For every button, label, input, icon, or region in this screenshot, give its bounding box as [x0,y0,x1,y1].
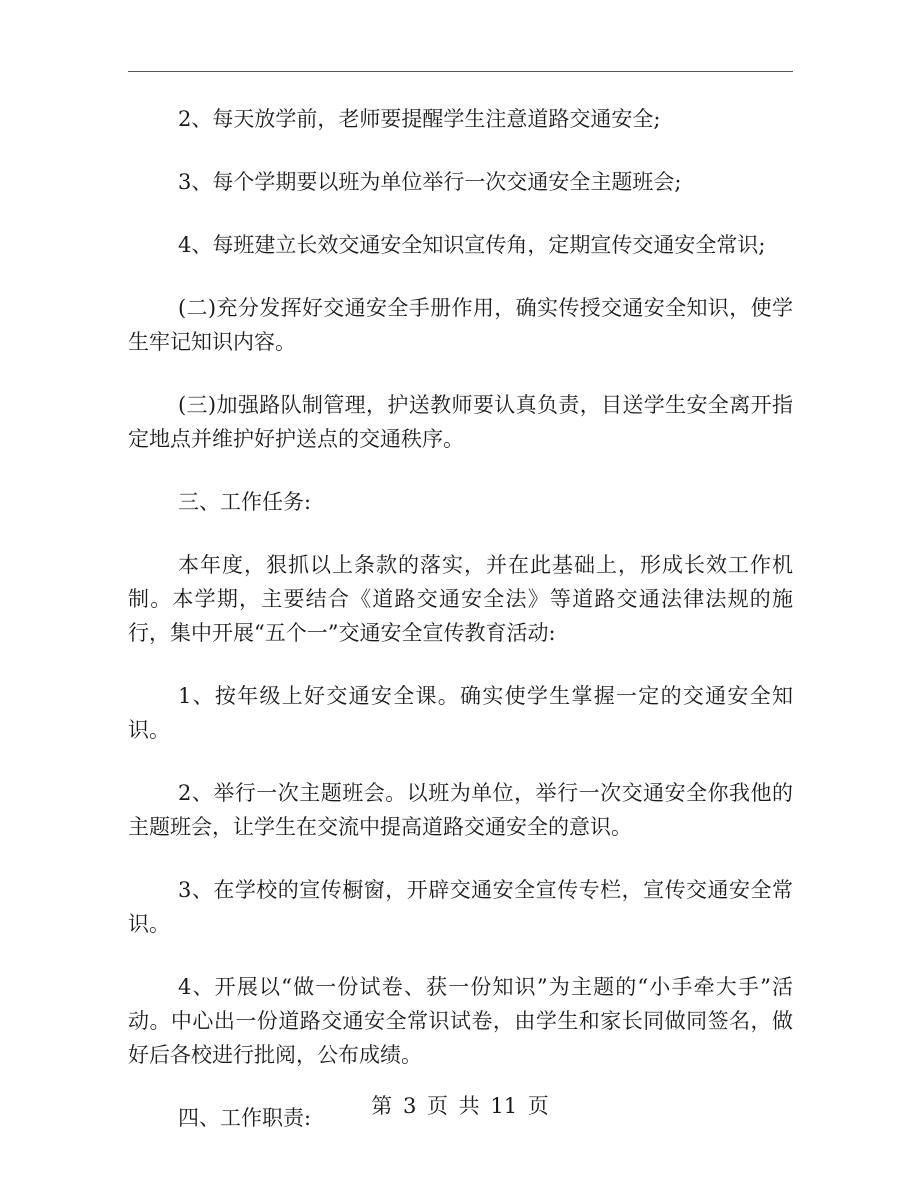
paragraph-8: 1、按年级上好交通安全课。确实使学生掌握一定的交通安全知识。 [128,684,793,742]
section-heading-4: 四、工作职责: [178,1106,312,1130]
paragraph-9: 2、举行一次主题班会。以班为单位，举行一次交通安全你我他的主题班会，让学生在交流中提高道路交通安全的意识。 [128,781,793,839]
paragraph-1: 2、每天放学前，老师要提醒学生注意道路交通安全; [178,107,661,131]
paragraph-5: (三)加强路队制管理，护送教师要认真负责，目送学生安全离开指定地点并维护好护送点的交通秩序。 [128,393,793,451]
paragraph-11: 4、开展以“做一份试卷、获一份知识”为主题的“小手牵大手”活动。中心出一份道路交通安全常识试卷，由学生和家长同做同签名，做好后各校进行批阅，公布成绩。 [128,975,793,1067]
paragraph-3: 4、每班建立长效交通安全知识宣传角，定期宣传交通安全常识; [178,233,766,257]
page-number: 第 3 页 共 11 页 [371,1094,549,1118]
document-body [128,102,793,1164]
paragraph-7: 本年度，狠抓以上条款的落实，并在此基础上，形成长效工作机制。本学期，主要结合《道路交通安全法》等道路交通法律法规的施行，集中开展“五个一”交通安全宣传教育活动: [128,553,793,645]
paragraph-2: 3、每个学期要以班为单位举行一次交通安全主题班会; [178,170,682,194]
paragraph-10: 3、在学校的宣传橱窗，开辟交通安全宣传专栏，宣传交通安全常识。 [128,878,793,936]
header-rule [128,71,793,72]
section-heading-3: 三、工作任务: [178,490,312,514]
paragraph-4: (二)充分发挥好交通安全手册作用，确实传授交通安全知识，使学生牢记知识内容。 [128,296,793,354]
